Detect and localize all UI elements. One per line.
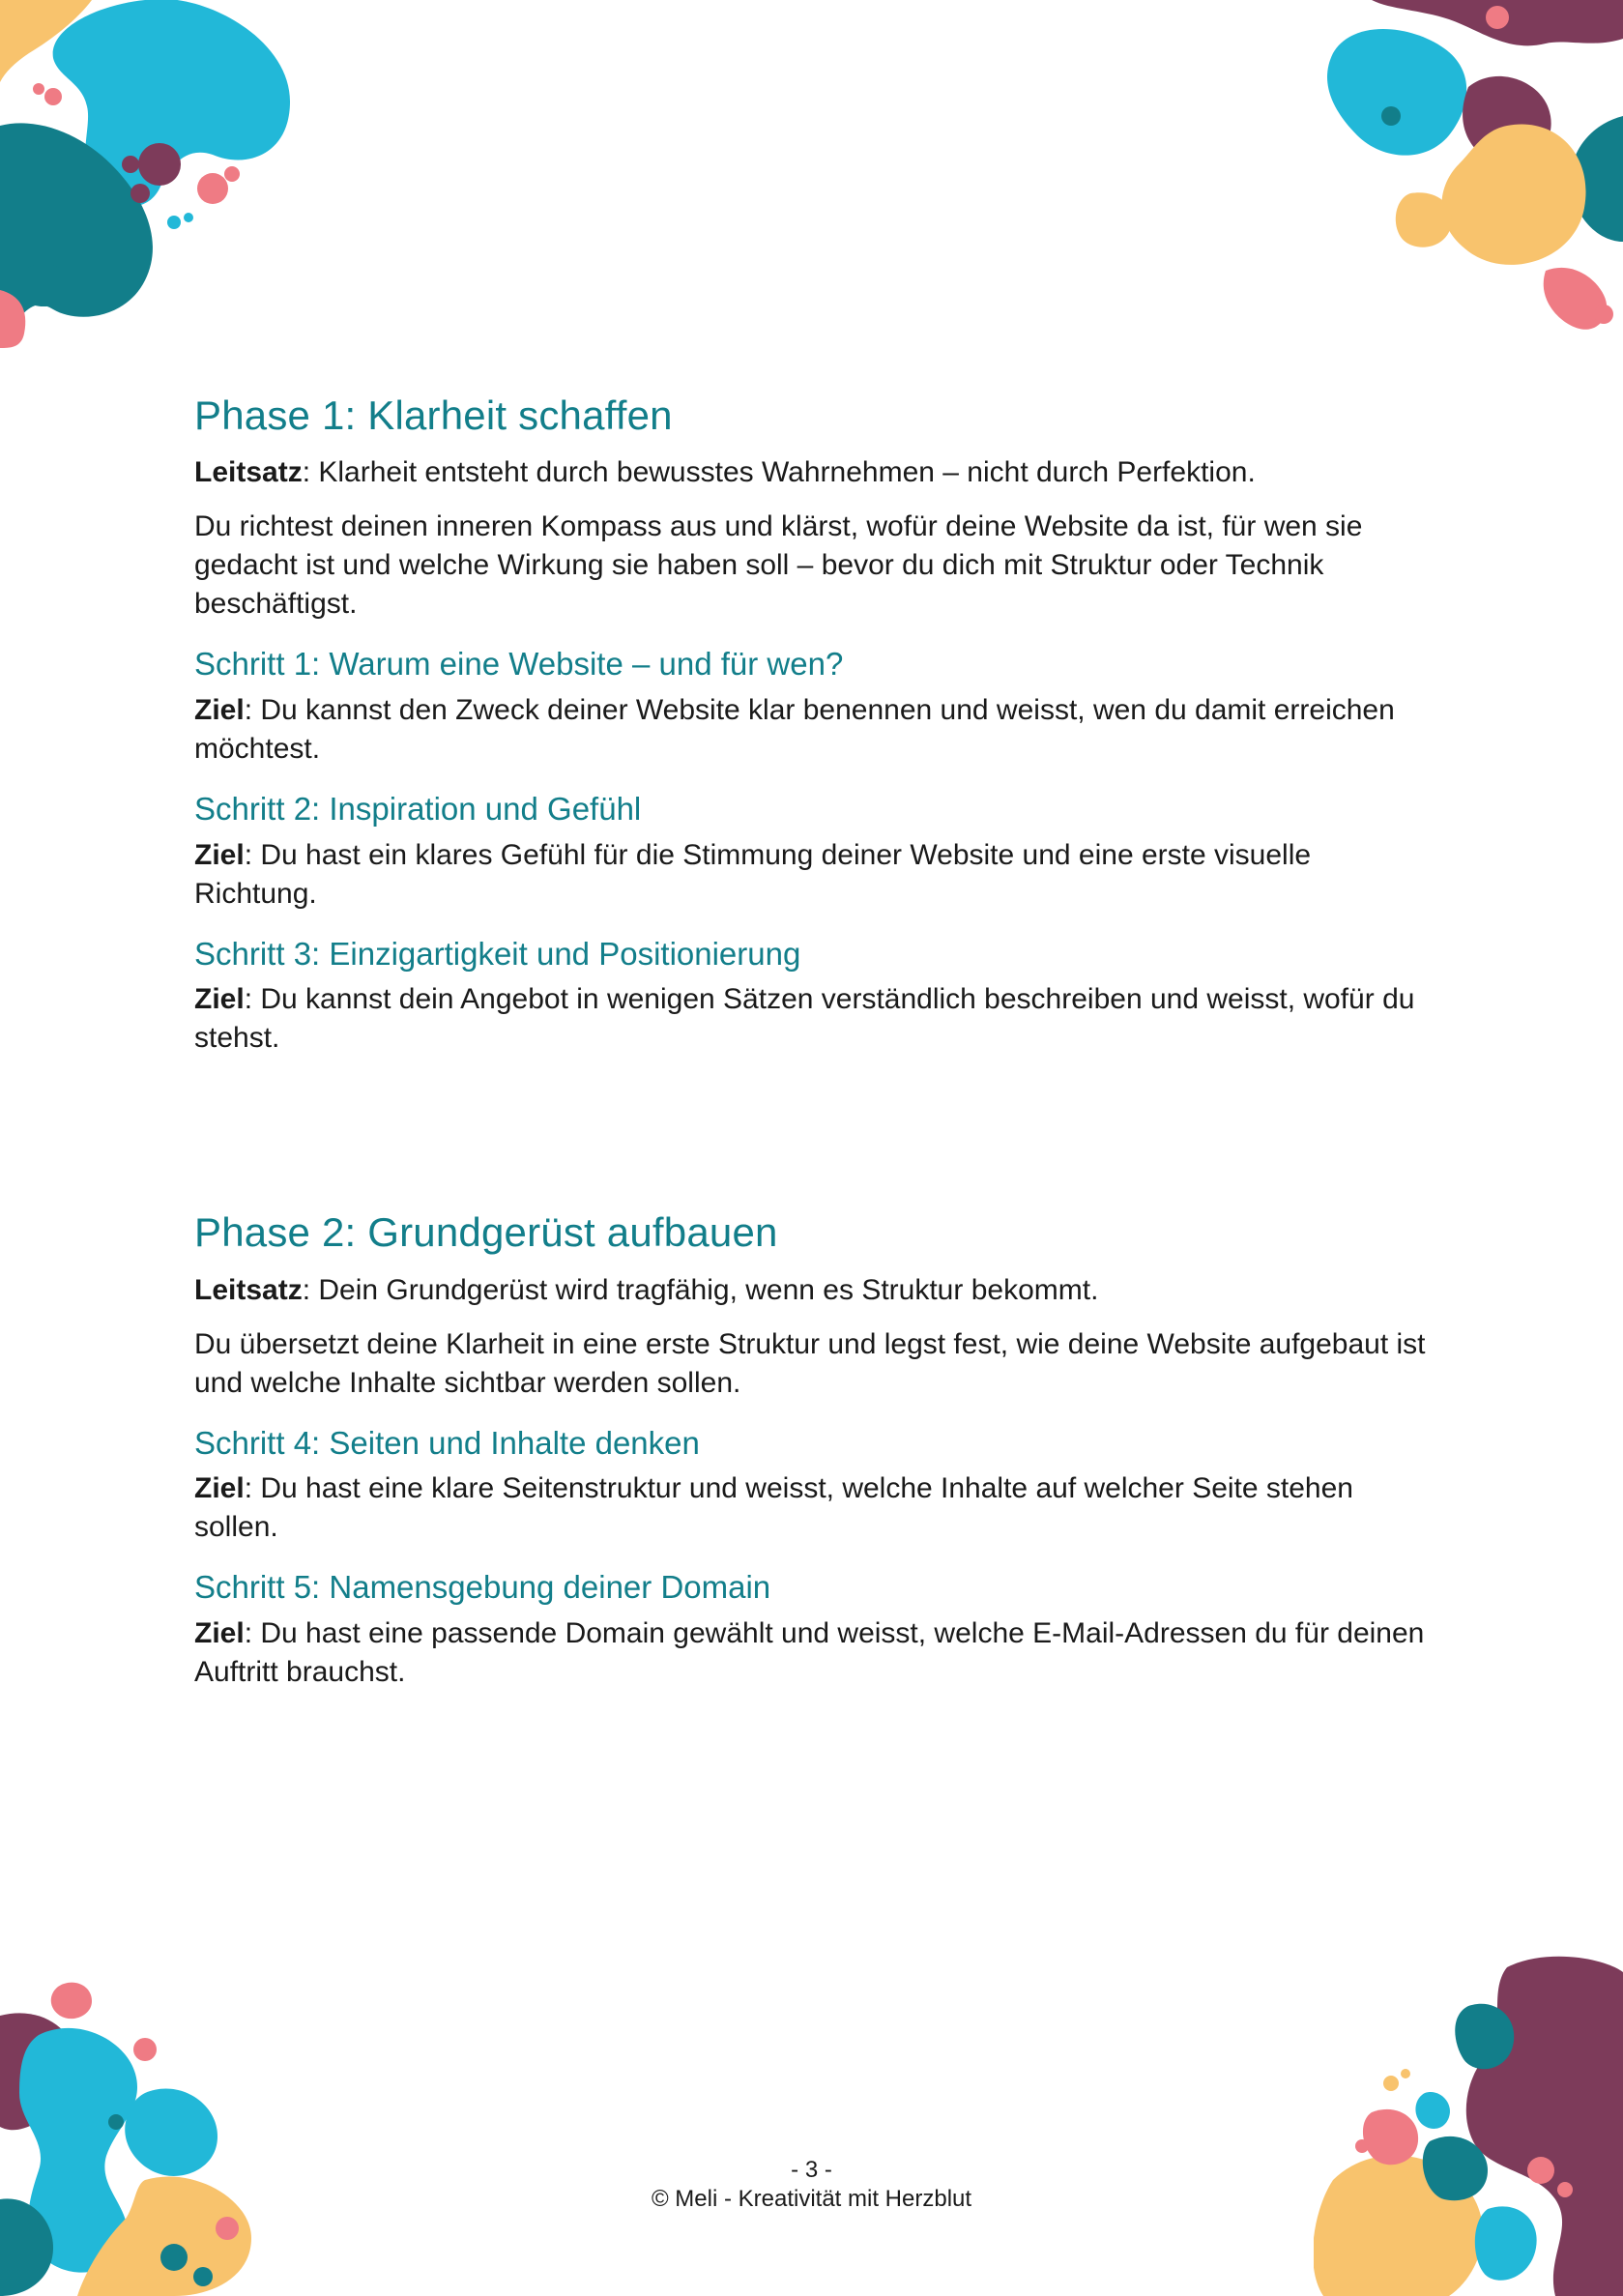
ziel-text: : Du hast eine passende Domain gewählt und weisst, welche E-Mail-Adressen du für deinen Auftritt brauchst. [194, 1616, 1425, 1688]
document-content [194, 392, 1432, 1707]
step-1-goal [194, 691, 1432, 769]
ziel-label: Ziel [194, 1616, 245, 1649]
step-1-title: Schritt 1: Warum eine Website – und für wen? [194, 646, 844, 683]
decorative-blob-top-left [0, 0, 309, 348]
page-number: - 3 - [791, 2157, 832, 2183]
decorative-blob-bottom-left [0, 1948, 309, 2296]
ziel-label: Ziel [194, 693, 245, 726]
leitsatz-label: Leitsatz [194, 456, 303, 489]
page-footer [0, 2156, 1623, 2214]
step-5-title: Schritt 5: Namensgebung deiner Domain [194, 1569, 771, 1606]
leitsatz-text: : Klarheit entsteht durch bewusstes Wahrnehmen – nicht durch Perfektion. [302, 456, 1256, 489]
phase-2-intro: Du übersetzt deine Klarheit in eine erste Struktur und legst fest, wie deine Website aufgebaut ist und welche Inhalte sichtbar werden sollen. [194, 1327, 1426, 1399]
ziel-text: : Du kannst dein Angebot in wenigen Sätzen verständlich beschreiben und weisst, wofür du stehst. [194, 983, 1415, 1055]
ziel-text: : Du hast ein klares Gefühl für die Stimmung deiner Website und eine erste visuelle Richtung. [194, 838, 1312, 910]
copyright-notice: © Meli - Kreativität mit Herzblut [651, 2186, 972, 2212]
step-2-title: Schritt 2: Inspiration und Gefühl [194, 790, 642, 827]
phase-1-intro: Du richtest deinen inneren Kompass aus und klärst, wofür deine Website da ist, für wen sie gedacht ist und welche Wirkung sie haben soll – bevor du dich mit Struktur oder Technik beschäftigst. [194, 510, 1363, 621]
decorative-blob-top-right [1314, 0, 1623, 338]
leitsatz-label: Leitsatz [194, 1273, 303, 1306]
ziel-label: Ziel [194, 1472, 245, 1505]
ziel-text: : Du kannst den Zweck deiner Website klar benennen und weisst, wen du damit erreichen möchtest. [194, 693, 1395, 765]
step-3-title: Schritt 3: Einzigartigkeit und Positionierung [194, 935, 801, 972]
phase-1-leitsatz [194, 453, 1432, 492]
step-2-goal [194, 836, 1432, 914]
decorative-blob-bottom-right [1314, 1948, 1623, 2296]
phase-1-section [194, 392, 1432, 1058]
phase-1-title: Phase 1: Klarheit schaffen [194, 392, 673, 438]
step-5-goal [194, 1614, 1432, 1692]
leitsatz-text: : Dein Grundgerüst wird tragfähig, wenn es Struktur bekommt. [302, 1273, 1099, 1306]
ziel-label: Ziel [194, 838, 245, 871]
ziel-text: : Du hast eine klare Seitenstruktur und weisst, welche Inhalte auf welcher Seite stehen sollen. [194, 1472, 1353, 1544]
step-4-title: Schritt 4: Seiten und Inhalte denken [194, 1424, 700, 1461]
ziel-label: Ziel [194, 983, 245, 1016]
step-3-goal [194, 980, 1432, 1058]
phase-2-leitsatz [194, 1271, 1432, 1310]
phase-2-title: Phase 2: Grundgerüst aufbauen [194, 1209, 778, 1256]
step-4-goal [194, 1469, 1432, 1547]
phase-2-section [194, 1208, 1432, 1692]
